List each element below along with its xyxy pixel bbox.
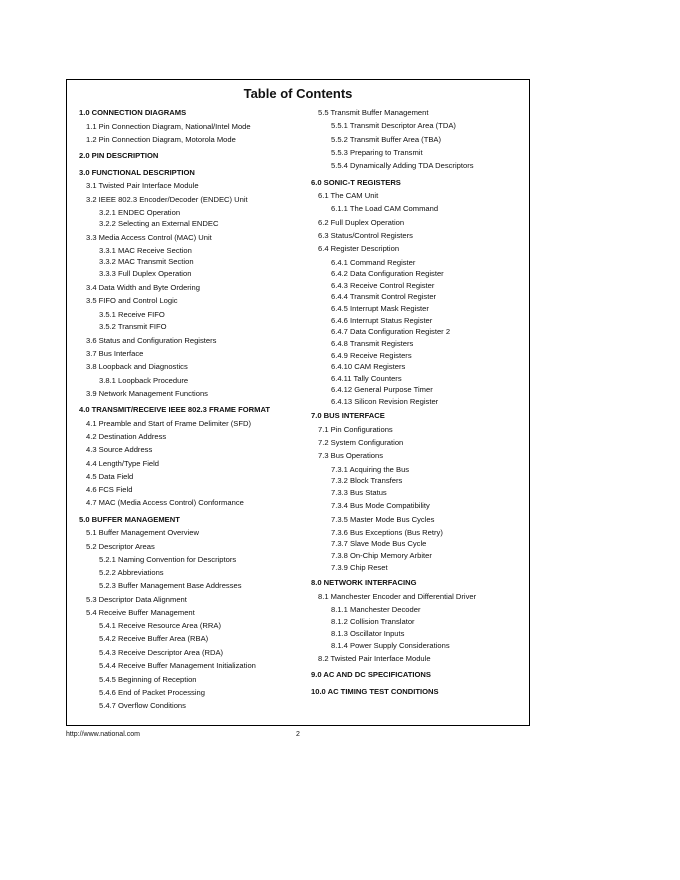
toc-entry-left-15: 3.5.1 Receive FIFO bbox=[99, 310, 165, 319]
toc-entry-left-38: 5.4.1 Receive Resource Area (RRA) bbox=[99, 621, 221, 630]
toc-entry-right-10: 6.4 Register Description bbox=[318, 244, 400, 253]
toc-entry-right-35: 7.3.8 On-Chip Memory Arbiter bbox=[331, 551, 432, 560]
toc-entry-right-42: 8.1.4 Power Supply Considerations bbox=[331, 641, 450, 650]
toc-entry-right-19: 6.4.9 Receive Registers bbox=[331, 351, 412, 360]
toc-entry-right-2: 5.5.2 Transmit Buffer Area (TBA) bbox=[331, 135, 442, 144]
toc-entry-right-39: 8.1.1 Manchester Decoder bbox=[331, 605, 421, 614]
toc-entry-right-6: 6.1 The CAM Unit bbox=[318, 191, 379, 200]
toc-entry-left-21: 3.9 Network Management Functions bbox=[86, 389, 208, 398]
footer-url[interactable]: http://www.national.com bbox=[66, 731, 140, 738]
toc-entry-right-11: 6.4.1 Command Register bbox=[331, 258, 416, 267]
toc-entry-right-8: 6.2 Full Duplex Operation bbox=[318, 218, 405, 227]
toc-entry-right-43: 8.2 Twisted Pair Interface Module bbox=[318, 654, 431, 663]
toc-entry-right-9: 6.3 Status/Control Registers bbox=[318, 231, 413, 240]
toc-entry-right-33: 7.3.6 Bus Exceptions (Bus Retry) bbox=[331, 528, 443, 537]
page-title: Table of Contents bbox=[243, 86, 353, 101]
toc-entry-left-41: 5.4.4 Receive Buffer Management Initialization bbox=[99, 661, 256, 670]
toc-entry-left-13: 3.4 Data Width and Byte Ordering bbox=[86, 283, 200, 292]
toc-entry-right-37: 8.0 NETWORK INTERFACING bbox=[311, 578, 417, 587]
toc-entry-left-36: 5.3 Descriptor Data Alignment bbox=[86, 595, 187, 604]
toc-entry-left-3: 2.0 PIN DESCRIPTION bbox=[79, 151, 159, 160]
page-number: 2 bbox=[296, 731, 300, 738]
toc-entry-right-3: 5.5.3 Preparing to Transmit bbox=[331, 148, 423, 157]
toc-entry-right-30: 7.3.3 Bus Status bbox=[331, 488, 387, 497]
toc-entry-left-35: 5.2.3 Buffer Management Base Addresses bbox=[99, 581, 242, 590]
toc-entry-left-25: 4.3 Source Address bbox=[86, 445, 153, 454]
toc-entry-right-23: 6.4.13 Silicon Revision Register bbox=[331, 397, 439, 406]
toc-entry-left-22: 4.0 TRANSMIT/RECEIVE IEEE 802.3 FRAME FORMAT bbox=[79, 405, 271, 414]
toc-entry-right-18: 6.4.8 Transmit Registers bbox=[331, 339, 414, 348]
toc-entry-left-7: 3.2.1 ENDEC Operation bbox=[99, 208, 181, 217]
toc-entry-right-14: 6.4.4 Transmit Control Register bbox=[331, 292, 437, 301]
toc-entry-right-26: 7.2 System Configuration bbox=[318, 438, 404, 447]
toc-entry-right-1: 5.5.1 Transmit Descriptor Area (TDA) bbox=[331, 121, 456, 130]
toc-entry-right-25: 7.1 Pin Configurations bbox=[318, 425, 393, 434]
toc-entry-left-17: 3.6 Status and Configuration Registers bbox=[86, 336, 217, 345]
toc-entry-left-32: 5.2 Descriptor Areas bbox=[86, 542, 155, 551]
toc-entry-right-4: 5.5.4 Dynamically Adding TDA Descriptors bbox=[331, 161, 474, 170]
toc-entry-right-16: 6.4.6 Interrupt Status Register bbox=[331, 316, 433, 325]
toc-entry-right-21: 6.4.11 Tally Counters bbox=[331, 374, 402, 383]
toc-entry-right-20: 6.4.10 CAM Registers bbox=[331, 362, 406, 371]
toc-entry-left-44: 5.4.7 Overflow Conditions bbox=[99, 701, 186, 710]
toc-entry-left-29: 4.7 MAC (Media Access Control) Conformance bbox=[86, 498, 244, 507]
toc-entry-left-11: 3.3.2 MAC Transmit Section bbox=[99, 257, 194, 266]
toc-entry-right-31: 7.3.4 Bus Mode Compatibility bbox=[331, 501, 430, 510]
toc-entry-left-27: 4.5 Data Field bbox=[86, 472, 134, 481]
toc-entry-left-43: 5.4.6 End of Packet Processing bbox=[99, 688, 205, 697]
toc-entry-left-0: 1.0 CONNECTION DIAGRAMS bbox=[79, 108, 187, 117]
toc-entry-left-24: 4.2 Destination Address bbox=[86, 432, 167, 441]
toc-entry-right-44: 9.0 AC AND DC SPECIFICATIONS bbox=[311, 670, 431, 679]
toc-entry-right-5: 6.0 SONIC-T REGISTERS bbox=[311, 178, 401, 187]
toc-entry-left-33: 5.2.1 Naming Convention for Descriptors bbox=[99, 555, 237, 564]
toc-entry-left-12: 3.3.3 Full Duplex Operation bbox=[99, 269, 192, 278]
toc-entry-left-19: 3.8 Loopback and Diagnostics bbox=[86, 362, 188, 371]
toc-entry-left-40: 5.4.3 Receive Descriptor Area (RDA) bbox=[99, 648, 224, 657]
toc-entry-left-10: 3.3.1 MAC Receive Section bbox=[99, 246, 192, 255]
toc-entry-right-12: 6.4.2 Data Configuration Register bbox=[331, 269, 444, 278]
toc-entry-right-22: 6.4.12 General Purpose Timer bbox=[331, 385, 433, 394]
toc-entry-left-14: 3.5 FIFO and Control Logic bbox=[86, 296, 178, 305]
toc-entry-right-13: 6.4.3 Receive Control Register bbox=[331, 281, 435, 290]
toc-entry-right-36: 7.3.9 Chip Reset bbox=[331, 563, 388, 572]
toc-entry-right-29: 7.3.2 Block Transfers bbox=[331, 476, 403, 485]
toc-entry-right-40: 8.1.2 Collision Translator bbox=[331, 617, 415, 626]
toc-entry-left-31: 5.1 Buffer Management Overview bbox=[86, 528, 199, 537]
toc-frame bbox=[66, 79, 530, 726]
toc-entry-left-39: 5.4.2 Receive Buffer Area (RBA) bbox=[99, 634, 209, 643]
toc-entry-right-41: 8.1.3 Oscillator Inputs bbox=[331, 629, 405, 638]
toc-entry-left-26: 4.4 Length/Type Field bbox=[86, 459, 160, 468]
toc-entry-right-28: 7.3.1 Acquiring the Bus bbox=[331, 465, 410, 474]
toc-entry-left-30: 5.0 BUFFER MANAGEMENT bbox=[79, 515, 180, 524]
toc-entry-right-7: 6.1.1 The Load CAM Command bbox=[331, 204, 439, 213]
toc-entry-left-23: 4.1 Preamble and Start of Frame Delimiter (SFD) bbox=[86, 419, 252, 428]
toc-entry-right-34: 7.3.7 Slave Mode Bus Cycle bbox=[331, 539, 427, 548]
toc-entry-left-4: 3.0 FUNCTIONAL DESCRIPTION bbox=[79, 168, 195, 177]
toc-entry-left-37: 5.4 Receive Buffer Management bbox=[86, 608, 195, 617]
toc-entry-left-2: 1.2 Pin Connection Diagram, Motorola Mode bbox=[86, 135, 236, 144]
toc-entry-right-15: 6.4.5 Interrupt Mask Register bbox=[331, 304, 429, 313]
toc-entry-left-8: 3.2.2 Selecting an External ENDEC bbox=[99, 219, 219, 228]
toc-entry-left-28: 4.6 FCS Field bbox=[86, 485, 133, 494]
toc-entry-right-27: 7.3 Bus Operations bbox=[318, 451, 384, 460]
toc-entry-left-34: 5.2.2 Abbreviations bbox=[99, 568, 164, 577]
toc-entry-left-5: 3.1 Twisted Pair Interface Module bbox=[86, 181, 199, 190]
toc-entry-right-38: 8.1 Manchester Encoder and Differential Driver bbox=[318, 592, 477, 601]
toc-entry-left-6: 3.2 IEEE 802.3 Encoder/Decoder (ENDEC) Unit bbox=[86, 195, 248, 204]
toc-entry-left-42: 5.4.5 Beginning of Reception bbox=[99, 675, 197, 684]
toc-entry-left-9: 3.3 Media Access Control (MAC) Unit bbox=[86, 233, 212, 242]
toc-entry-right-32: 7.3.5 Master Mode Bus Cycles bbox=[331, 515, 435, 524]
toc-entry-left-1: 1.1 Pin Connection Diagram, National/Intel Mode bbox=[86, 122, 251, 131]
toc-entry-left-20: 3.8.1 Loopback Procedure bbox=[99, 376, 189, 385]
toc-entry-right-24: 7.0 BUS INTERFACE bbox=[311, 411, 385, 420]
toc-entry-left-16: 3.5.2 Transmit FIFO bbox=[99, 322, 167, 331]
toc-entry-right-0: 5.5 Transmit Buffer Management bbox=[318, 108, 429, 117]
toc-entry-left-18: 3.7 Bus Interface bbox=[86, 349, 144, 358]
toc-entry-right-45: 10.0 AC TIMING TEST CONDITIONS bbox=[311, 687, 439, 696]
toc-entry-right-17: 6.4.7 Data Configuration Register 2 bbox=[331, 327, 451, 336]
